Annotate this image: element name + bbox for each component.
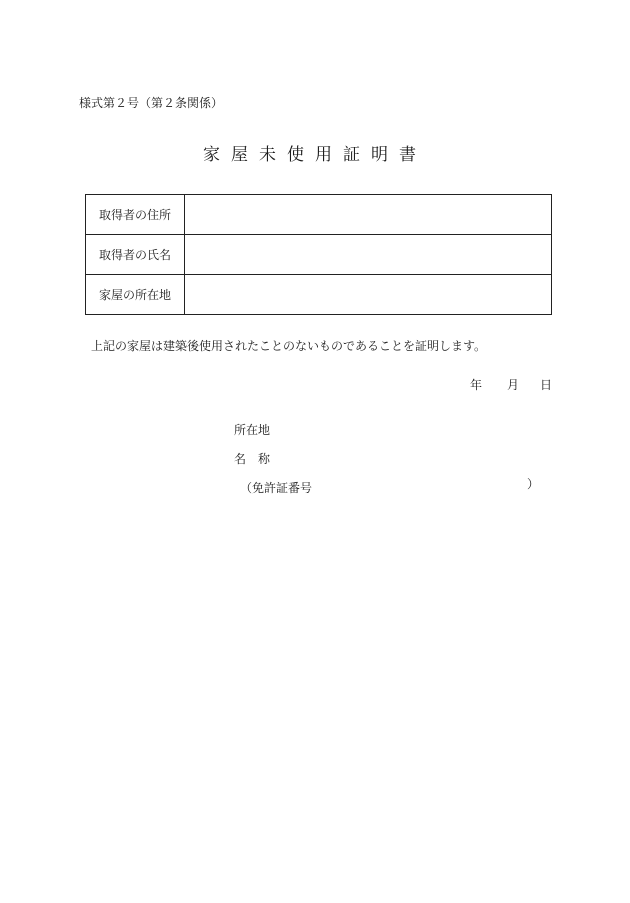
license-number-label: （免許証番号 [240, 481, 313, 495]
house-location-field[interactable] [185, 275, 552, 315]
date-month-label: 月 [507, 378, 520, 392]
acquirer-info-table [85, 194, 552, 315]
house-location-label: 家屋の所在地 [86, 275, 185, 315]
certifier-location-label: 所在地 [234, 423, 271, 437]
acquirer-name-field[interactable] [185, 235, 552, 275]
certifier-name-label: 名 称 [234, 452, 271, 466]
table-row [86, 275, 552, 315]
table-row [86, 195, 552, 235]
form-number: 様式第２号（第２条関係） [79, 96, 224, 110]
table-row [86, 235, 552, 275]
acquirer-address-label: 取得者の住所 [86, 195, 185, 235]
license-number-close-paren: ） [527, 477, 540, 491]
acquirer-address-field[interactable] [185, 195, 552, 235]
document-title: 家屋未使用証明書 [203, 145, 427, 165]
acquirer-name-label: 取得者の氏名 [86, 235, 185, 275]
certification-statement: 上記の家屋は建築後使用されたことのないものであることを証明します。 [91, 339, 487, 353]
date-day-label: 日 [540, 378, 553, 392]
date-year-label: 年 [470, 378, 483, 392]
